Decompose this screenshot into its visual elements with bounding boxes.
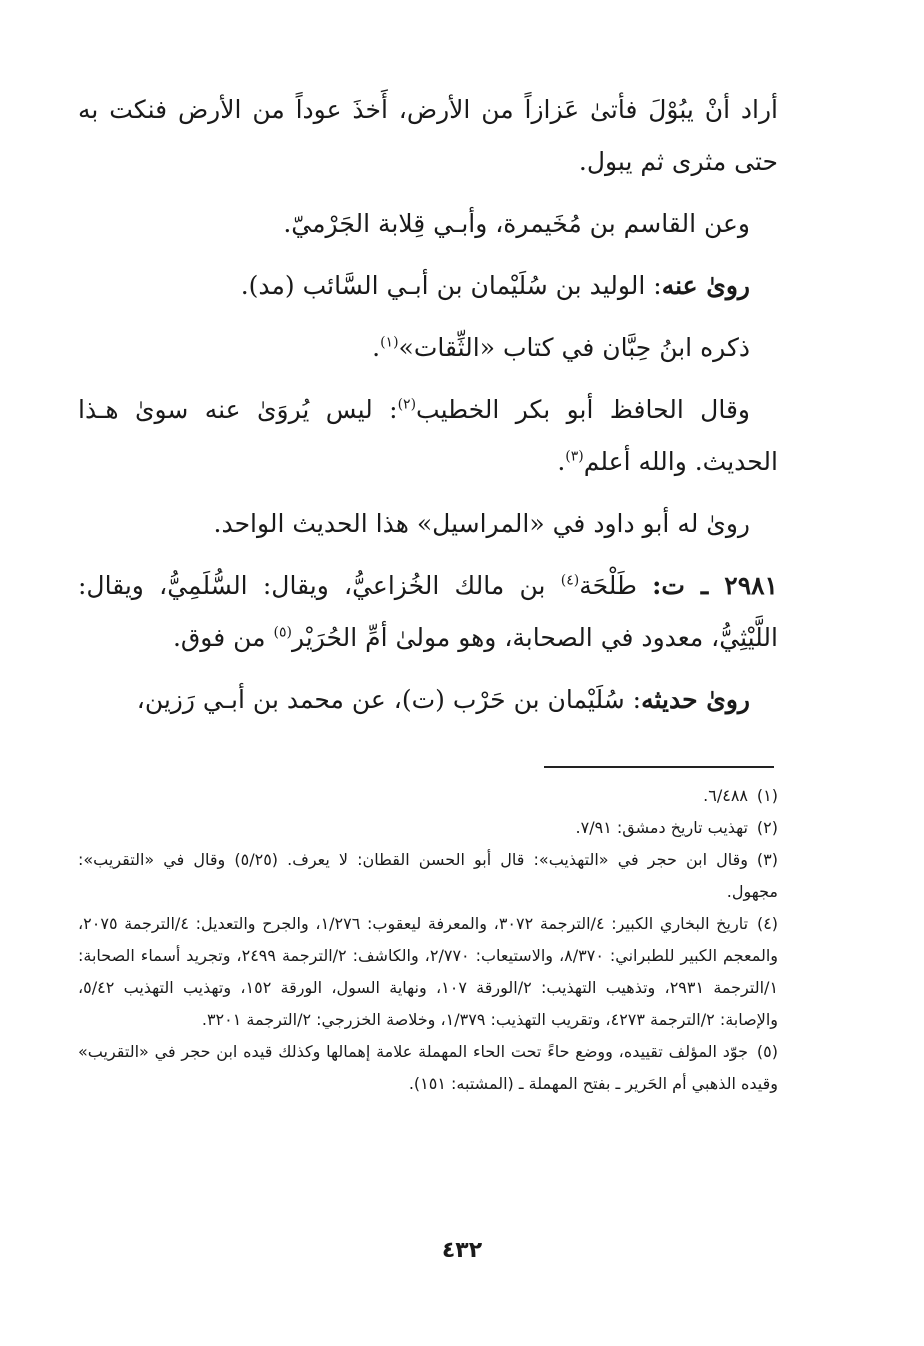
entry-2981 (78, 560, 778, 664)
entry-text: بن مالك الخُزاعيُّ، ويقال: السُّلَمِيُّ، ويقال: اللَّيْثِيُّ، معدود في الصحابة، وهو مولىٰ أمِّ الحُرَيْر (78, 571, 778, 652)
paragraph-8 (78, 674, 778, 726)
footnote-number: (١) (756, 786, 778, 805)
paragraph-5-end: . (557, 447, 566, 476)
entry-text-end: من فوق. (172, 623, 274, 652)
paragraph-6: روىٰ له أبو داود في «المراسيل» هذا الحديث الواحد. (213, 509, 750, 538)
hadith-narrated-text: : سُلَيْمان بن حَرْب (ت)، عن محمد بن أبـي رَزين، (136, 685, 642, 714)
footnote-number: (٥) (756, 1042, 778, 1061)
footnotes (78, 780, 778, 1100)
footnote-ref-1: (١) (380, 334, 399, 351)
paragraph-1: أراد أنْ يبُوْلَ فأتىٰ عَزازاً من الأرض، أَخذَ عوداً من الأرض فنكت به حتى مثرى ثم يبول. (78, 95, 778, 176)
footnote-ref-2: (٢) (397, 396, 417, 413)
paragraph-4 (78, 322, 778, 374)
hadith-narrated-label: روىٰ حديثه (641, 685, 750, 714)
footnote-number: (٢) (756, 818, 778, 837)
paragraph-5-text-a: وقال الحافظ أبو بكر الخطيب (416, 395, 750, 424)
entry-number: ٢٩٨١ ـ ت: (652, 571, 778, 600)
footnote-text: ٦/٤٨٨. (703, 786, 748, 805)
footnote-divider (544, 766, 774, 768)
footnote-text: تاريخ البخاري الكبير: ٤/الترجمة ٣٠٧٢، والمعرفة ليعقوب: ١/٢٧٦، والجرح والتعديل: ٤/الترجمة ٢٠٧٥، والمعجم الكبير للطبراني: ٨/٣٧٠، والاستيعاب: ٢/٧٧٠، والكاشف: ٢/الترجمة ٢٤٩٩، وتجريد أسماء الصحابة: ١/الترجمة ٢٩٣١، وتذهيب التهذيب: ٢/الورقة ١٠٧، ونهاية السول، الورقة ١٥٢، وتهذيب التهذيب ٥/٤٢، والإصابة: ٢/الترجمة ٤٢٧٣، وتقريب التهذيب: ١/٣٧٩، وخلاصة الخزرجي: ٢/الترجمة ٣٢٠١. (78, 914, 779, 1029)
paragraph-4-text: ذكره ابنُ حِبَّان في كتاب «الثِّقات» (398, 333, 750, 362)
paragraph-2: وعن القاسم بن مُخَيمرة، وأبـي قِلابة الجَرْميّ. (283, 209, 750, 238)
footnote-text: تهذيب تاريخ دمشق: ٧/٩١. (575, 818, 748, 837)
footnote-1 (78, 780, 778, 812)
footnote-3 (78, 844, 778, 908)
narrated-by-label: روىٰ عنه (661, 271, 750, 300)
main-text (78, 84, 778, 726)
footnote-number: (٤) (756, 914, 779, 933)
page-number: ٤٣٢ (441, 1238, 483, 1263)
paragraph-3 (78, 260, 778, 312)
footnote-2 (78, 812, 778, 844)
narrated-by-text: : الوليد بن سُلَيْمان بن أبـي السَّائب (مد). (240, 271, 662, 300)
paragraph-5 (78, 384, 778, 488)
paragraph-4-end: . (372, 333, 381, 362)
footnote-text: وقال ابن حجر في «التهذيب»: قال أبو الحسن القطان: لا يعرف. (٥/٢٥) وقال في «التقريب»: مجهول. (78, 850, 778, 901)
entry-name: طَلْحَة (579, 571, 653, 600)
footnote-text: جوّد المؤلف تقييده، ووضع حاءً تحت الحاء المهملة علامة إهمالها وكذلك قيده ابن حجر في «التقريب» وقيده الذهبي أم الحَرير ـ بفتح المهملة ـ (المشتبه: ١٥١). (78, 1042, 778, 1093)
footnote-4 (78, 908, 778, 1036)
footnote-number: (٣) (756, 850, 778, 869)
footnote-ref-5: (٥) (273, 624, 292, 641)
footnote-ref-4: (٤) (560, 572, 580, 589)
paragraph-5-text-b: : ليس يُروَىٰ عنه سوىٰ هـذا الحديث. والله أعلم (78, 395, 778, 476)
footnote-ref-3: (٣) (565, 448, 584, 465)
footnote-5 (78, 1036, 778, 1100)
